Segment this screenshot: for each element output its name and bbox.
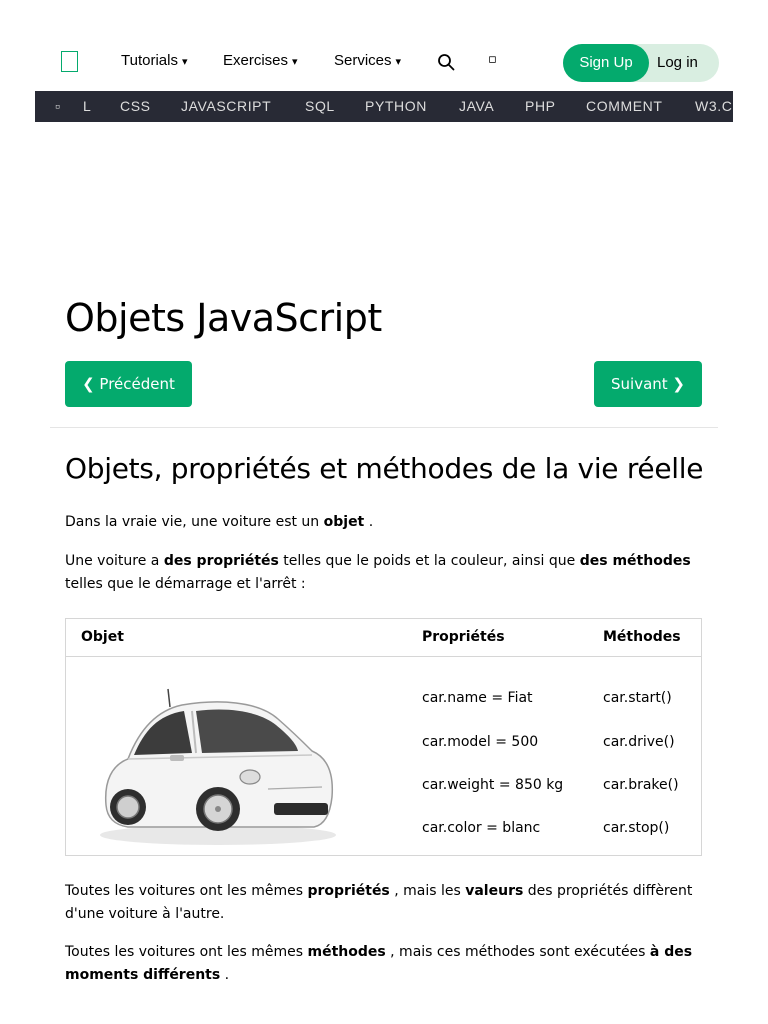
method-stop: car.stop()	[603, 820, 670, 836]
text: , mais les	[389, 883, 466, 899]
next-button[interactable]: Suivant ❯	[594, 361, 702, 407]
method-drive: car.drive()	[603, 734, 675, 750]
text: Dans la vraie vie, une voiture est un	[65, 514, 324, 530]
method-start: car.start()	[603, 690, 672, 706]
subnav-item-l[interactable]: L	[83, 98, 92, 114]
paragraph-4	[65, 941, 710, 987]
logo-icon[interactable]	[61, 51, 78, 72]
nav-exercises-label: Exercises	[223, 52, 289, 69]
nav-tutorials-label: Tutorials	[121, 52, 178, 69]
subnav-item-w3c[interactable]: W3.C	[695, 98, 733, 114]
header-methods: Méthodes	[603, 629, 681, 645]
previous-button[interactable]: ❮ Précédent	[65, 361, 192, 407]
page-title: Objets JavaScript	[65, 296, 382, 340]
text: .	[220, 967, 230, 983]
nav-services[interactable]	[334, 52, 401, 69]
nav-tutorials[interactable]	[121, 52, 188, 69]
subnav-home-icon[interactable]: ▫	[55, 98, 61, 114]
top-navigation	[0, 0, 768, 90]
bold-text: valeurs	[465, 883, 524, 899]
property-color: car.color = blanc	[422, 820, 541, 836]
bold-text: objet	[323, 514, 365, 530]
subnav-item-css[interactable]: CSS	[120, 98, 151, 114]
objects-table	[65, 618, 702, 856]
nav-exercises[interactable]	[223, 52, 298, 69]
text: Une voiture a	[65, 553, 164, 569]
header-object: Objet	[81, 629, 124, 645]
text: telles que le poids et la couleur, ainsi que	[278, 553, 580, 569]
paragraph-2	[65, 550, 710, 596]
property-weight: car.weight = 850 kg	[422, 777, 564, 793]
chevron-down-icon: ▾	[292, 56, 298, 68]
signup-button[interactable]: Sign Up	[563, 44, 649, 82]
method-brake: car.brake()	[603, 777, 679, 793]
property-model: car.model = 500	[422, 734, 539, 750]
header-properties: Propriétés	[422, 629, 505, 645]
login-button[interactable]: Log in	[657, 54, 698, 71]
subnav-item-java[interactable]: JAVA	[459, 98, 495, 114]
text: telles que le démarrage et l'arrêt :	[65, 576, 306, 592]
text: des propriétés diffèrent d'une voiture à l'autre.	[65, 883, 693, 922]
text: Toutes les voitures ont les mêmes	[65, 883, 308, 899]
bold-text: des propriétés	[163, 553, 279, 569]
subnav-item-php[interactable]: PHP	[525, 98, 556, 114]
paragraph-3	[65, 880, 710, 926]
divider	[50, 427, 718, 428]
bold-text: méthodes	[307, 944, 386, 960]
paragraph-1	[65, 511, 710, 534]
property-name: car.name = Fiat	[422, 690, 533, 706]
subnav-item-comment[interactable]: COMMENT	[586, 98, 663, 114]
auth-group	[563, 44, 719, 82]
text: , mais ces méthodes sont exécutées	[385, 944, 650, 960]
bold-text: à des moments différents	[65, 944, 693, 983]
text: Toutes les voitures ont les mêmes	[65, 944, 308, 960]
chevron-down-icon: ▾	[395, 56, 402, 68]
subnav-item-javascript[interactable]: JAVASCRIPT	[181, 98, 272, 114]
bold-text: des méthodes	[579, 553, 691, 569]
text: .	[364, 514, 374, 530]
table-header-divider	[66, 656, 701, 657]
subject-navbar	[35, 91, 733, 122]
nav-services-label: Services	[334, 52, 392, 69]
subnav-item-python[interactable]: PYTHON	[365, 98, 427, 114]
chevron-down-icon: ▾	[181, 56, 188, 68]
subnav-item-sql[interactable]: SQL	[305, 98, 335, 114]
square-icon[interactable]: ▫	[488, 52, 497, 67]
search-icon[interactable]	[437, 53, 455, 71]
bold-text: propriétés	[307, 883, 390, 899]
section-title: Objets, propriétés et méthodes de la vie réelle	[65, 452, 704, 485]
car-image	[98, 685, 338, 849]
